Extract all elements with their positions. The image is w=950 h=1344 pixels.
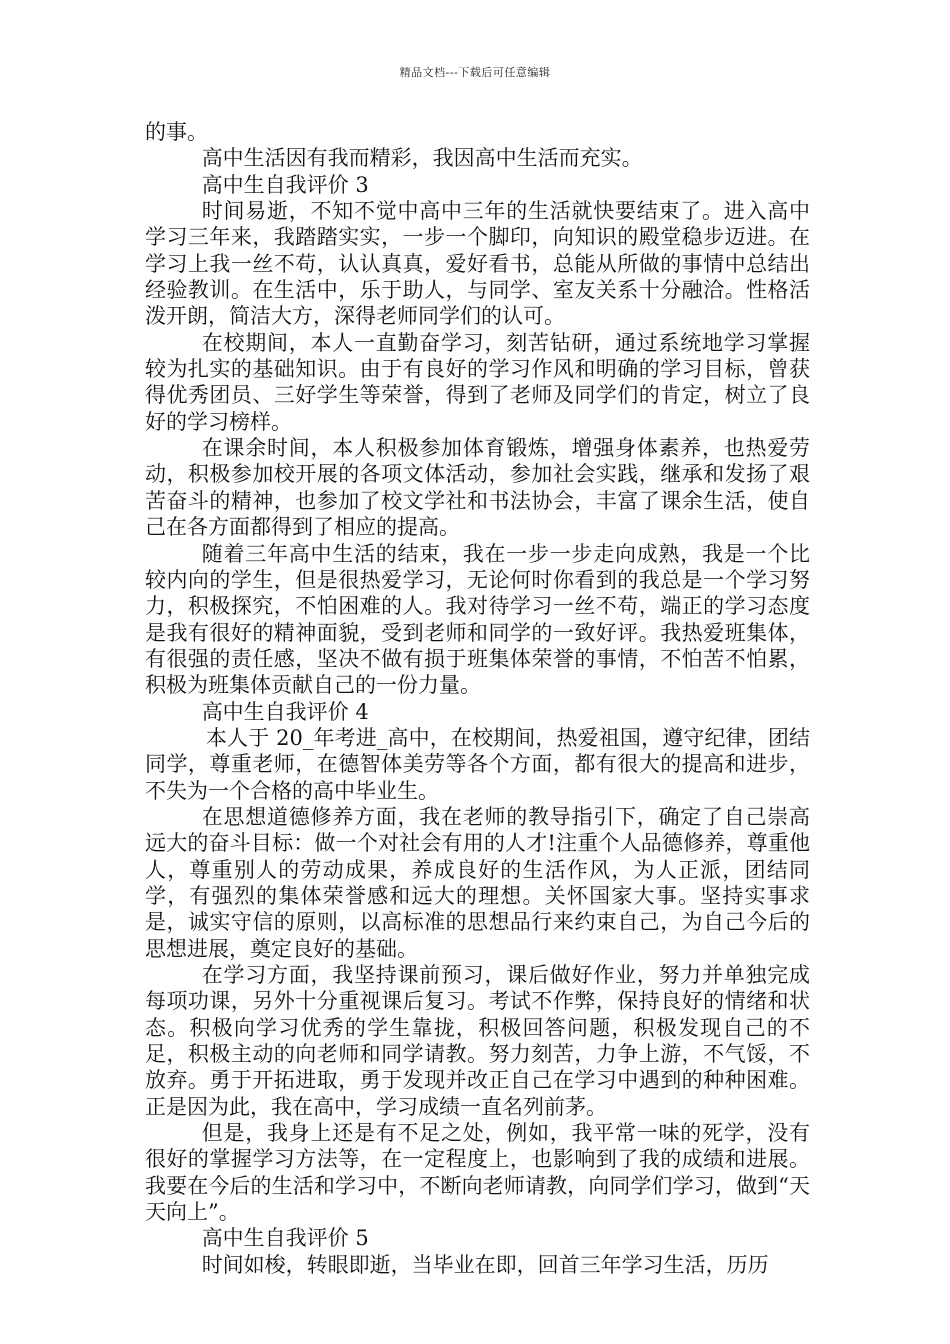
document-body	[145, 119, 810, 1278]
paragraph: 在思想道德修养方面，我在老师的教导指引下，确定了自己崇高远大的奋斗目标：做一个对社会有用的人才!注重个人品德修养，尊重他人，尊重别人的劳动成果，养成良好的生活作风，为人正派，团结同学，有强烈的集体荣誉感和远大的理想。关怀国家大事。坚持实事求是，诚实守信的原则，以高标准的思想品行来约束自己，为自己今后的思想进展，奠定良好的基础。	[145, 804, 810, 961]
paragraph: 在课余时间，本人积极参加体育锻炼，增强身体素养，也热爱劳动，积极参加校开展的各项文体活动，参加社会实践，继承和发扬了艰苦奋斗的精神，也参加了校文学社和书法协会，丰富了课余生活，使自己在各方面都得到了相应的提高。	[145, 436, 810, 540]
section-heading-3: 高中生自我评价 3	[201, 172, 369, 197]
page-header: 精品文档---下载后可任意编辑	[399, 66, 551, 79]
paragraph-continuation: 的事。	[145, 120, 208, 144]
paragraph: 但是，我身上还是有不足之处，例如，我平常一味的死学，没有很好的掌握学习方法等，在一定程度上，也影响到了我的成绩和进展。我要在今后的生活和学习中，不断向老师请教，向同学们学习，做到“天天向上”。	[145, 1121, 810, 1225]
paragraph: 在学习方面，我坚持课前预习，课后做好作业，努力并单独完成每项功课，另外十分重视课后复习。考试不作弊，保持良好的情绪和状态。积极向学习优秀的学生靠拢，积极回答问题，积极发现自己的不足，积极主动的向老师和同学请教。努力刻苦，力争上游，不气馁，不放弃。勇于开拓进取，勇于发现并改正自己在学习中遇到的种种困难。正是因为此，我在高中，学习成绩一直名列前茅。	[145, 963, 810, 1119]
paragraph: 时间易逝，不知不觉中高中三年的生活就快要结束了。进入高中学习三年来，我踏踏实实，一步一个脚印，向知识的殿堂稳步迈进。在学习上我一丝不苟，认认真真，爱好看书，总能从所做的事情中总结出经验教训。在生活中，乐于助人，与同学、室友关系十分融洽。性格活泼开朗，简洁大方，深得老师同学们的认可。	[145, 199, 810, 329]
paragraph: 高中生活因有我而精彩，我因高中生活而充实。	[201, 146, 643, 171]
paragraph: 本人于 20_年考进_高中，在校期间，热爱祖国，遵守纪律，团结同学，尊重老师，在德智体美劳等各个方面，都有很大的提高和进步，不失为一个合格的高中毕业生。	[145, 725, 810, 803]
paragraph: 时间如梭，转眼即逝，当毕业在即，回首三年学习生活，历历	[201, 1252, 769, 1277]
paragraph: 随着三年高中生活的结束，我在一步一步走向成熟，我是一个比较内向的学生，但是很热爱学习，无论何时你看到的我总是一个学习努力，积极探究，不怕困难的人。我对待学习一丝不苟，端正的学习态度是我有很好的精神面貌，受到老师和同学的一致好评。我热爱班集体，有很强的责任感，坚决不做有损于班集体荣誉的事情，不怕苦不怕累，积极为班集体贡献自己的一份力量。	[145, 541, 810, 698]
paragraph: 在校期间，本人一直勤奋学习，刻苦钻研，通过系统地学习掌握较为扎实的基础知识。由于有良好的学习作风和明确的学习目标，曾获得优秀团员、三好学生等荣誉，得到了老师及同学们的肯定，树立了良好的学习榜样。	[145, 330, 810, 434]
section-heading-4: 高中生自我评价 4	[201, 699, 369, 724]
section-heading-5: 高中生自我评价 5	[201, 1226, 369, 1251]
